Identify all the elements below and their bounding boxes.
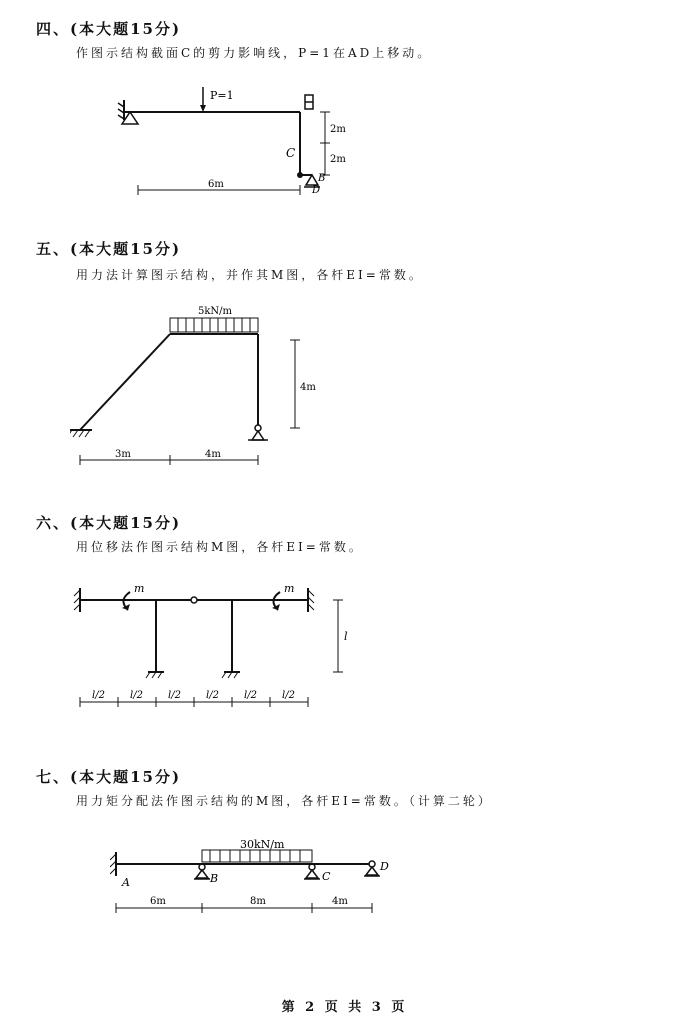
q6-segment: l/2 <box>206 690 219 701</box>
q7-support-b <box>194 864 210 879</box>
q4-node-c: C <box>286 146 296 160</box>
q5-fixed-support-left <box>70 430 92 437</box>
q6-fixed-support-right <box>308 588 314 612</box>
q6-moment-right: m <box>284 582 295 595</box>
q6-text: 用位移法作图示结构M图，各杆EI=常数。 <box>76 540 364 554</box>
q5-height: 4m <box>300 382 316 393</box>
q4-load-arrow <box>200 87 206 112</box>
q7-span: 4m <box>332 896 348 907</box>
q7-node-c: C <box>322 870 331 883</box>
q7-span: 6m <box>150 896 166 907</box>
q7-node-a: A <box>122 876 130 889</box>
q7-distributed-load <box>202 850 312 862</box>
q6-segment: l/2 <box>130 690 143 701</box>
q5-span-left: 3m <box>115 449 131 460</box>
q6-segment: l/2 <box>244 690 257 701</box>
q6-segment: l/2 <box>282 690 295 701</box>
q4-text: 作图示结构截面C的剪力影响线，P=1在AD上移动。 <box>76 46 433 60</box>
q4-load-label: P=1 <box>210 89 234 102</box>
q4-dim-top: 2m <box>330 124 346 135</box>
q7-node-b: B <box>210 872 219 885</box>
q5-inclined-member <box>80 334 170 430</box>
q5-figure <box>70 300 370 475</box>
q5-title: 五、(本大题15分) <box>36 240 182 258</box>
q4-figure <box>100 75 380 200</box>
q7-span: 8m <box>250 896 266 907</box>
q6-hinge <box>191 597 197 603</box>
q6-fixed-support-left <box>74 588 80 612</box>
page-footer: 第 2 页 共 3 页 <box>281 1000 408 1015</box>
q6-height: l <box>344 630 348 643</box>
q4-span: 6m <box>208 179 224 190</box>
q5-distributed-load <box>170 318 258 332</box>
q7-title: 七、(本大题15分) <box>36 768 182 786</box>
q5-pin-support-right <box>248 425 268 440</box>
q6-segment: l/2 <box>92 690 105 701</box>
q5-span-right: 4m <box>205 449 221 460</box>
q7-node-d: D <box>380 860 389 873</box>
q4-node-b: B <box>318 173 326 184</box>
q4-dim-bottom: 2m <box>330 154 346 165</box>
q6-segment: l/2 <box>168 690 181 701</box>
q4-title: 四、(本大题15分) <box>36 20 182 38</box>
q7-text: 用力矩分配法作图示结构的M图，各杆EI=常数。（计算二轮） <box>76 794 493 808</box>
q5-text: 用力法计算图示结构，并作其M图，各杆EI=常数。 <box>76 268 424 282</box>
q6-figure <box>70 570 360 720</box>
q6-moment-left: m <box>134 582 145 595</box>
q5-load-label: 5kN/m <box>198 306 233 317</box>
q7-fixed-support-a <box>110 852 116 876</box>
q4-node-d: D <box>312 185 321 196</box>
q7-support-c <box>304 864 320 879</box>
q6-title: 六、(本大题15分) <box>36 514 182 532</box>
q7-load-label: 30kN/m <box>240 838 285 851</box>
q7-figure <box>110 830 410 920</box>
